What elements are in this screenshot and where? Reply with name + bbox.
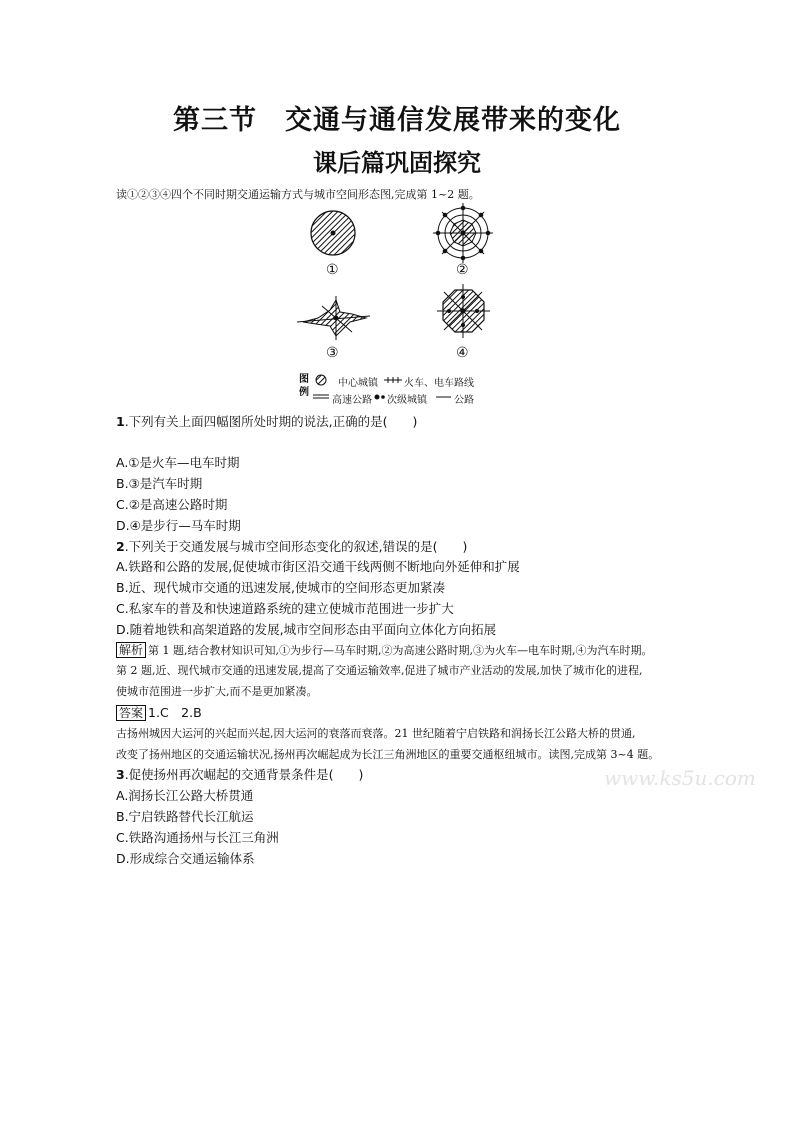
diagram-label-3: ③ (326, 345, 339, 361)
legend-title: 图例 (299, 374, 309, 398)
diagram-3 (297, 296, 370, 340)
diagram-2 (433, 203, 493, 263)
question-1: 1.下列有关上面四幅图所处时期的说法,正确的是( ) (116, 414, 418, 429)
q3-option-c[interactable]: C.铁路沟通扬州与长江三角洲 (116, 830, 279, 845)
watermark: www.ks5u.com (604, 766, 756, 790)
q3-option-d[interactable]: D.形成综合交通运输体系 (116, 851, 255, 866)
page-subtitle: 课后篇巩固探究 (313, 148, 481, 177)
legend-center-town: 中心城镇 (338, 378, 378, 389)
question-2: 2.下列关于交通发展与城市空间形态变化的叙述,错误的是( ) (116, 539, 468, 554)
question-3: 3.促使扬州再次崛起的交通背景条件是( ) (116, 767, 364, 782)
city-form-figure (0, 0, 794, 420)
answer-tag: 答案 (116, 705, 146, 721)
q3-option-a[interactable]: A.润扬长江公路大桥贯通 (116, 788, 254, 803)
intro-text-2-line-2: 改变了扬州地区的交通运输状况,扬州再次崛起成为长江三角洲地区的重要交通枢纽城市。读图,完成第 3~4 题。 (116, 748, 660, 761)
q1-option-b[interactable]: B.③是汽车时期 (116, 476, 203, 491)
page-title: 第三节 交通与通信发展带来的变化 (173, 105, 621, 136)
legend-sub-town: 次级城镇 (387, 395, 427, 406)
q2-option-a[interactable]: A.铁路和公路的发展,促使城市街区沿交通干线两侧不断地向外延伸和扩展 (116, 559, 520, 574)
diagram-4 (437, 284, 490, 338)
legend-road: 公路 (454, 395, 474, 406)
q1-option-a[interactable]: A.①是火车—电车时期 (116, 455, 240, 470)
q1-option-c[interactable]: C.②是高速公路时期 (116, 497, 228, 512)
city-form-diagrams (0, 0, 794, 420)
legend-highway: 高速公路 (332, 395, 372, 406)
q2-option-c[interactable]: C.私家车的普及和快速道路系统的建立使城市范围进一步扩大 (116, 601, 454, 616)
diagram-label-1: ① (326, 262, 339, 278)
diagram-label-2: ② (456, 262, 469, 278)
intro-text-2-line-1: 古扬州城因大运河的兴起而兴起,因大运河的衰落而衰落。21 世纪随着宁启铁路和润扬长江公路大桥的贯通, (116, 727, 636, 740)
legend-rail: 火车、电车路线 (404, 378, 474, 389)
analysis-line-3: 使城市范围进一步扩大,而不是更加紧凑。 (116, 685, 318, 698)
intro-text-1: 读①②③④四个不同时期交通运输方式与城市空间形态图,完成第 1~2 题。 (116, 188, 480, 201)
diagram-label-4: ④ (456, 345, 469, 361)
q2-option-b[interactable]: B.近、现代城市交通的迅速发展,使城市的空间形态更加紧凑 (116, 580, 446, 595)
analysis-line-2: 第 2 题,近、现代城市交通的迅速发展,提高了交通运输效率,促进了城市产业活动的发展,加快了城市化的进程, (116, 664, 643, 677)
q3-option-b[interactable]: B.宁启铁路替代长江航运 (116, 809, 254, 824)
diagram-1 (311, 211, 355, 255)
analysis-line-1: 解析 第 1 题,结合教材知识可知,①为步行—马车时期,②为高速公路时期,③为火车—电车时期,④为汽车时期。 (116, 641, 653, 658)
q2-option-d[interactable]: D.随着地铁和高架道路的发展,城市空间形态由平面向立体化方向拓展 (116, 622, 497, 637)
answer-line: 答案 1.C 2.B (116, 703, 202, 721)
analysis-tag: 解析 (116, 642, 146, 658)
q1-option-d[interactable]: D.④是步行—马车时期 (116, 518, 241, 533)
